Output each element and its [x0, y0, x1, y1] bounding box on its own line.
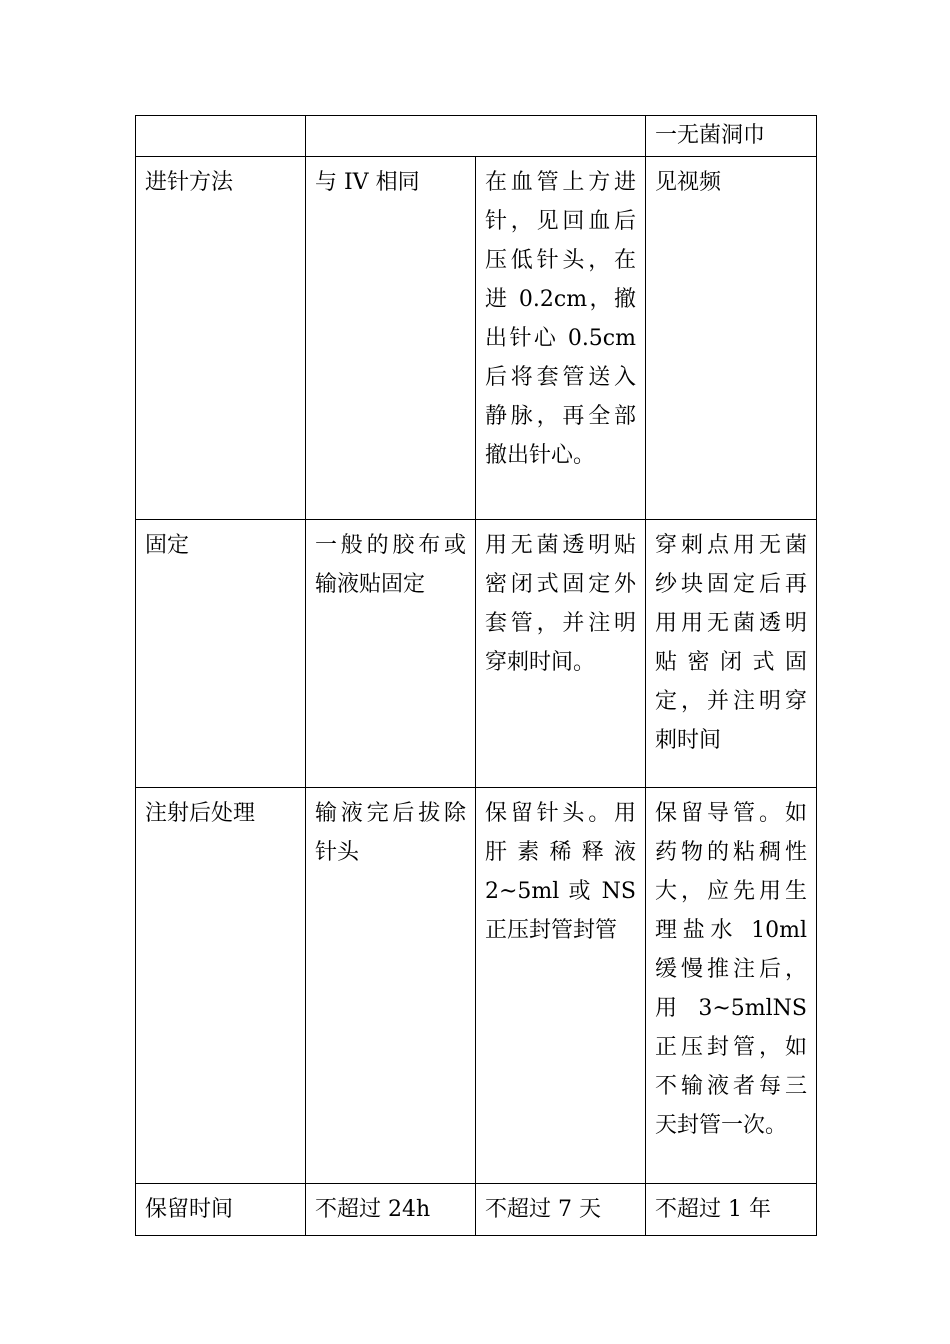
table-cell: 保留导管。如药物的粘稠性大，应先用生理盐水 10ml 缓慢推注后，用 3~5mlNS 正压封管，如不输液者每三天封管一次。 — [646, 788, 817, 1184]
table-cell-sterile-drape: 一无菌洞巾 — [646, 116, 817, 157]
table-cell-empty-merged — [306, 116, 646, 157]
row-label: 固定 — [136, 520, 306, 788]
table-row-retention-time — [136, 1184, 817, 1236]
table-cell: 不超过 7 天 — [476, 1184, 646, 1236]
table-cell: 保留针头。用肝素稀释液 2~5ml 或 NS 正压封管封管 — [476, 788, 646, 1184]
table-cell: 与 IV 相同 — [306, 157, 476, 520]
comparison-table — [135, 115, 817, 1236]
table-cell: 一般的胶布或输液贴固定 — [306, 520, 476, 788]
table-row-fixation — [136, 520, 817, 788]
table-cell: 在血管上方进针，见回血后压低针头，在进 0.2cm，撤出针心 0.5cm 后将套管送入静脉，再全部撤出针心。 — [476, 157, 646, 520]
row-label: 保留时间 — [136, 1184, 306, 1236]
table-cell-empty — [136, 116, 306, 157]
table-cell: 见视频 — [646, 157, 817, 520]
table-row-post-injection — [136, 788, 817, 1184]
row-label: 注射后处理 — [136, 788, 306, 1184]
row-label: 进针方法 — [136, 157, 306, 520]
table-row-needle-method — [136, 157, 817, 520]
table-row-continuation — [136, 116, 817, 157]
table-cell: 用无菌透明贴密闭式固定外套管，并注明穿刺时间。 — [476, 520, 646, 788]
table-cell: 不超过 1 年 — [646, 1184, 817, 1236]
table-cell: 穿刺点用无菌纱块固定后再用用无菌透明贴密闭式固定，并注明穿刺时间 — [646, 520, 817, 788]
table-cell: 输液完后拔除针头 — [306, 788, 476, 1184]
table-cell: 不超过 24h — [306, 1184, 476, 1236]
